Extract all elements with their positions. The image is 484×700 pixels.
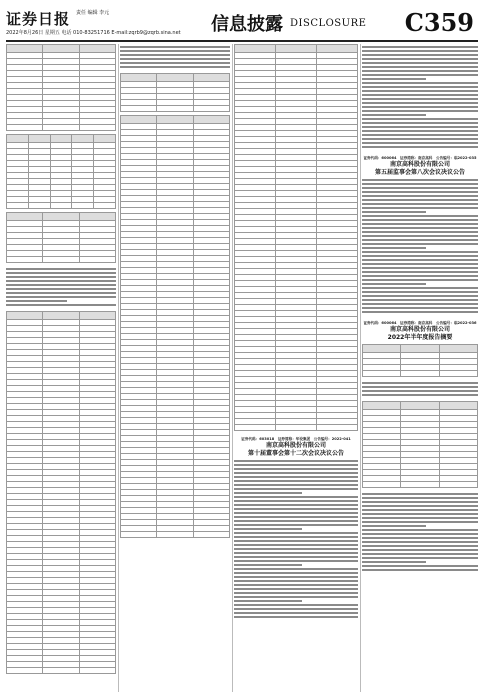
table-cell [28, 203, 50, 209]
body-text-block [120, 46, 230, 68]
column-2 [120, 44, 230, 692]
announcement-company: 南京高科股份有限公司 [265, 442, 326, 449]
table-row [7, 45, 116, 53]
table-row [121, 106, 230, 112]
table-row [7, 213, 116, 221]
edition-info: 责任 编辑 李元 [76, 10, 110, 16]
table-cell [50, 135, 72, 143]
table-cell [121, 532, 157, 538]
section-title: 信息披露 [211, 14, 283, 35]
table-cell [43, 257, 79, 263]
announcement-title: 第五届监事会第八次会议决议公告 [374, 169, 465, 176]
table-cell [79, 45, 115, 53]
column-4 [362, 44, 478, 692]
col3-tables [234, 44, 358, 434]
table-cell [94, 135, 116, 143]
table-cell [363, 371, 401, 377]
table-cell [401, 371, 439, 377]
table-cell [28, 135, 50, 143]
table-cell [439, 482, 477, 488]
table-cell [439, 402, 477, 410]
disclosure-table [234, 44, 358, 431]
table-row [121, 116, 230, 124]
table-cell [7, 213, 43, 221]
table-cell [157, 116, 193, 124]
column-divider [232, 44, 233, 692]
announcement-code: 证券代码：600064 证券简称：南京高科 公告编号：临2022-035 [363, 156, 477, 160]
table-row [235, 45, 358, 53]
table-cell [43, 312, 79, 320]
newspaper-logo: 证券日报 [6, 10, 71, 28]
table-cell [317, 45, 358, 53]
table-cell [79, 257, 115, 263]
table-cell [363, 402, 401, 410]
table-cell [276, 45, 317, 53]
column-3 [234, 44, 358, 692]
col4-text-a [362, 46, 478, 153]
section-title-english: DISCLOSURE [290, 18, 367, 29]
body-text-block [362, 493, 478, 571]
column-divider [118, 44, 119, 692]
table-cell [94, 203, 116, 209]
table-cell [50, 203, 72, 209]
table-cell [235, 425, 276, 431]
table-cell [317, 425, 358, 431]
dateline: 2022年8月26日 星期五 电话 010-83251716 E-mail:zqrb9@zqrb.sina.net [6, 30, 181, 36]
table-cell [121, 106, 157, 112]
col4-text-c [362, 344, 478, 576]
table-cell [7, 257, 43, 263]
table-cell [157, 532, 193, 538]
disclosure-table [6, 212, 116, 263]
body-text-block [362, 179, 478, 313]
table-cell [276, 425, 317, 431]
disclosure-table [362, 401, 478, 488]
table-row [363, 371, 478, 377]
announcement-code: 证券代码：603018 证券简称：华设集团 公告编号：2022-041 [241, 437, 351, 441]
announcement-header [234, 437, 358, 458]
table-row [7, 668, 116, 674]
table-cell [193, 106, 229, 112]
announcement-code: 证券代码：600064 证券简称：南京高科 公告编号：临2022-036 [363, 321, 477, 325]
table-cell [401, 402, 439, 410]
table-row [7, 257, 116, 263]
col4-text-b [362, 179, 478, 318]
table-row [363, 345, 478, 353]
table-cell [157, 74, 193, 82]
announcement-company: 南京高科股份有限公司 [389, 161, 450, 168]
table-cell [7, 312, 43, 320]
col3-text [234, 460, 358, 623]
body-text-block [362, 382, 478, 396]
table-cell [235, 45, 276, 53]
table-cell [43, 45, 79, 53]
announcement-header [362, 321, 478, 342]
body-text-block [362, 46, 478, 148]
table-row [363, 402, 478, 410]
disclosure-table [6, 134, 116, 209]
body-text-block [234, 460, 358, 618]
table-cell [7, 125, 43, 131]
table-cell [7, 45, 43, 53]
table-cell [439, 371, 477, 377]
disclosure-table [362, 344, 478, 377]
table-cell [72, 203, 94, 209]
table-cell [43, 213, 79, 221]
masthead [6, 6, 478, 42]
table-cell [79, 213, 115, 221]
announcement-header [362, 156, 478, 177]
table-cell [79, 312, 115, 320]
disclosure-table [120, 115, 230, 538]
table-cell [79, 668, 115, 674]
table-cell [401, 482, 439, 488]
table-cell [401, 345, 439, 353]
table-cell [7, 668, 43, 674]
table-cell [7, 203, 29, 209]
table-row [7, 135, 116, 143]
table-cell [43, 668, 79, 674]
table-cell [121, 74, 157, 82]
table-cell [439, 345, 477, 353]
table-cell [193, 116, 229, 124]
table-cell [72, 135, 94, 143]
table-cell [193, 532, 229, 538]
disclosure-table [6, 311, 116, 674]
disclosure-table [6, 44, 116, 131]
table-cell [363, 345, 401, 353]
table-cell [363, 482, 401, 488]
table-cell [43, 125, 79, 131]
page-number: C359 [404, 8, 474, 37]
table-row [235, 425, 358, 431]
table-row [7, 312, 116, 320]
announcement-title: 2022年半年度报告摘要 [387, 334, 453, 341]
table-row [121, 532, 230, 538]
table-cell [121, 116, 157, 124]
table-row [7, 125, 116, 131]
table-cell [79, 125, 115, 131]
table-row [363, 482, 478, 488]
column-1 [6, 44, 116, 692]
disclosure-table [120, 73, 230, 112]
announcement-company: 南京高科股份有限公司 [389, 326, 450, 333]
table-cell [157, 106, 193, 112]
announcement-title: 第十届董事会第十二次会议决议公告 [247, 450, 344, 457]
column-divider [360, 44, 361, 692]
body-text-block [6, 268, 116, 306]
table-cell [193, 74, 229, 82]
table-row [121, 74, 230, 82]
table-row [7, 203, 116, 209]
table-cell [7, 135, 29, 143]
